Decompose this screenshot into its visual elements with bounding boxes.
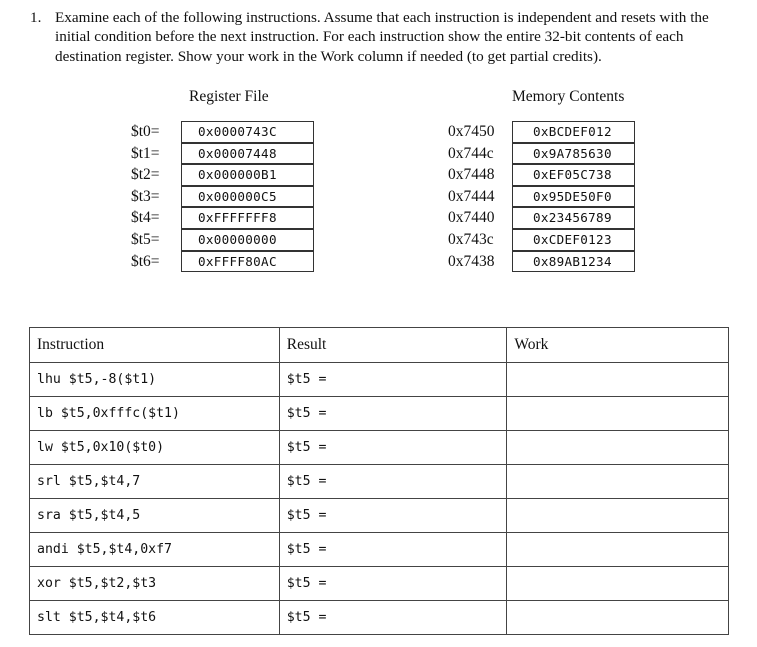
memory-value: 0xBCDEF012 xyxy=(512,121,635,143)
register-value: 0x0000743C xyxy=(181,121,314,143)
instruction-cell: slt $t5,$t4,$t6 xyxy=(30,601,280,635)
register-value: 0xFFFFFFF8 xyxy=(181,207,314,229)
register-value: 0x000000C5 xyxy=(181,186,314,208)
register-label: $t1= xyxy=(131,144,160,162)
memory-address: 0x7438 xyxy=(448,252,495,270)
register-label: $t3= xyxy=(131,187,160,205)
instruction-cell: lhu $t5,-8($t1) xyxy=(30,363,280,397)
work-column-header: Work xyxy=(507,328,729,363)
question-number: 1. xyxy=(30,9,42,26)
memory-value: 0x89AB1234 xyxy=(512,251,635,273)
question-text: Examine each of the following instructions. Assume that each instruction is independent and resets with the initial condition before the next instruction. For each instruction show the entire 32-bit contents of each destination register. Show your work in the Work column if needed (to get partial credits). xyxy=(55,9,709,65)
table-row xyxy=(30,499,729,533)
memory-address: 0x7450 xyxy=(448,123,495,140)
result-cell[interactable]: $t5 = xyxy=(279,533,507,567)
memory-value: 0xEF05C738 xyxy=(512,164,635,186)
result-cell[interactable]: $t5 = xyxy=(279,363,507,397)
table-row xyxy=(30,397,729,431)
memory-value: 0x95DE50F0 xyxy=(512,186,635,208)
memory-contents-heading: Memory Contents xyxy=(512,88,625,105)
work-cell[interactable] xyxy=(507,465,729,499)
work-cell[interactable] xyxy=(507,533,729,567)
table-header-row xyxy=(30,328,729,363)
work-cell[interactable] xyxy=(507,499,729,533)
instruction-cell: sra $t5,$t4,5 xyxy=(30,499,280,533)
register-file-heading: Register File xyxy=(189,88,269,105)
register-label: $t6= xyxy=(131,252,160,270)
register-label: $t0= xyxy=(131,123,160,140)
work-cell[interactable] xyxy=(507,601,729,635)
memory-address: 0x7440 xyxy=(448,209,495,227)
table-row xyxy=(30,431,729,465)
result-cell[interactable]: $t5 = xyxy=(279,465,507,499)
register-value: 0x00007448 xyxy=(181,143,314,165)
instruction-table xyxy=(29,327,729,635)
register-label: $t5= xyxy=(131,231,160,248)
instruction-column-header: Instruction xyxy=(30,328,280,363)
memory-value: 0x23456789 xyxy=(512,207,635,229)
instruction-cell: andi $t5,$t4,0xf7 xyxy=(30,533,280,567)
memory-address: 0x7444 xyxy=(448,187,495,205)
instruction-cell: lb $t5,0xfffc($t1) xyxy=(30,397,280,431)
work-cell[interactable] xyxy=(507,363,729,397)
memory-value: 0x9A785630 xyxy=(512,143,635,165)
instruction-cell: lw $t5,0x10($t0) xyxy=(30,431,280,465)
instruction-cell: xor $t5,$t2,$t3 xyxy=(30,567,280,601)
work-cell[interactable] xyxy=(507,431,729,465)
table-row xyxy=(30,601,729,635)
table-row xyxy=(30,465,729,499)
register-value: 0x00000000 xyxy=(181,229,314,251)
result-cell[interactable]: $t5 = xyxy=(279,397,507,431)
result-cell[interactable]: $t5 = xyxy=(279,499,507,533)
table-row xyxy=(30,533,729,567)
register-label: $t4= xyxy=(131,209,160,227)
register-label: $t2= xyxy=(131,166,160,184)
work-cell[interactable] xyxy=(507,397,729,431)
memory-value: 0xCDEF0123 xyxy=(512,229,635,251)
memory-address: 0x743c xyxy=(448,231,494,248)
register-value: 0x000000B1 xyxy=(181,164,314,186)
memory-address: 0x744c xyxy=(448,144,494,162)
register-value: 0xFFFF80AC xyxy=(181,251,314,273)
result-column-header: Result xyxy=(279,328,507,363)
work-cell[interactable] xyxy=(507,567,729,601)
table-row xyxy=(30,363,729,397)
table-row xyxy=(30,567,729,601)
result-cell[interactable]: $t5 = xyxy=(279,431,507,465)
result-cell[interactable]: $t5 = xyxy=(279,601,507,635)
memory-address: 0x7448 xyxy=(448,166,495,184)
result-cell[interactable]: $t5 = xyxy=(279,567,507,601)
instruction-cell: srl $t5,$t4,7 xyxy=(30,465,280,499)
